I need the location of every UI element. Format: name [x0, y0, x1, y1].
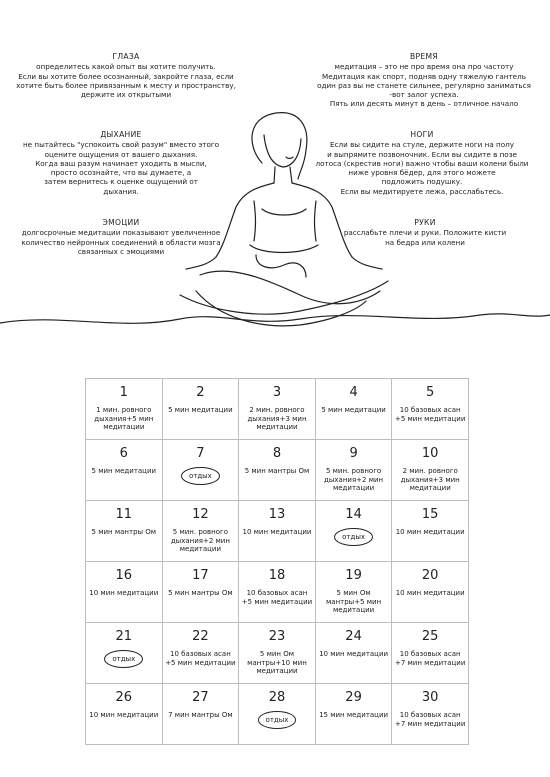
day-task: 5 мин. ровного дыхания+2 мин медитации [324, 467, 384, 492]
day-number: 15 [421, 507, 439, 522]
day-task: 2 мин. ровного дыхания+3 мин медитации [247, 406, 307, 431]
day-number: 6 [119, 446, 128, 461]
day-number: 9 [349, 446, 358, 461]
calendar-day-cell [162, 379, 239, 440]
note-line: и выпрямите позвоночник. Если вы сидите в позе [327, 149, 517, 159]
note-title: ЭМОЦИИ [102, 218, 140, 227]
calendar-day-cell [239, 379, 316, 440]
calendar-row [86, 684, 469, 745]
note-eyes [8, 52, 244, 99]
note-line: ниже уровня бёдер, для этого можете [348, 168, 496, 178]
day-task: 5 мин. ровного дыхания+2 мин медитации [170, 528, 230, 553]
calendar-row [86, 379, 469, 440]
calendar-day-cell [162, 623, 239, 684]
day-number: 29 [345, 690, 362, 705]
note-line: держите их открытыми [80, 90, 172, 100]
day-number: 20 [421, 568, 439, 583]
calendar-day-cell [392, 562, 469, 623]
calendar-day-cell [239, 623, 316, 684]
calendar-row [86, 623, 469, 684]
calendar-day-cell [162, 684, 239, 745]
calendar-day-cell [315, 501, 392, 562]
day-number: 8 [272, 446, 282, 461]
day-number: 4 [349, 385, 358, 400]
calendar-day-cell [315, 623, 392, 684]
day-task: 5 мин мантры Ом [168, 589, 233, 597]
note-line: хотите быть более привязанным к месту и пространству, [16, 80, 236, 90]
calendar-day-cell [392, 623, 469, 684]
note-line: затем вернитесь к оценке ощущений от [44, 177, 198, 187]
day-task: 10 базовых асан +7 мин медитации [394, 650, 466, 667]
note-line: лотоса (скрестив ноги) важно чтобы ваши колени были [315, 158, 529, 168]
note-time [304, 52, 544, 109]
calendar-day-cell [392, 501, 469, 562]
calendar-row [86, 501, 469, 562]
note-line: медитация – это не про время она про частоту [334, 62, 514, 72]
day-task: 5 мин медитации [91, 467, 157, 475]
day-number: 5 [426, 385, 435, 400]
day-task: 10 базовых асан +5 мин медитации [394, 406, 466, 423]
day-number: 21 [115, 629, 133, 644]
day-number: 30 [421, 690, 439, 705]
note-line: просто осознайте, что вы думаете, а [50, 168, 192, 178]
day-number: 1 [119, 385, 128, 400]
note-line: связанных с эмоциями [77, 246, 165, 256]
calendar-day-cell [315, 684, 392, 745]
day-task: 10 базовых асан +7 мин медитации [394, 711, 466, 728]
day-number: 18 [268, 568, 286, 583]
note-line: определитесь какой опыт вы хотите получить. [36, 62, 216, 72]
calendar-row [86, 440, 469, 501]
day-number: 27 [192, 690, 209, 705]
calendar-day-cell [315, 440, 392, 501]
day-task: 10 базовых асан +5 мин медитации [165, 650, 236, 667]
day-task: 10 мин медитации [89, 711, 159, 719]
rest-day-badge: отдых [181, 467, 220, 485]
note-line: на бедра или колени [385, 237, 465, 247]
day-task: 5 мин медитации [168, 406, 233, 414]
note-line: Когда ваш разум начинает уходить в мысли, [35, 158, 207, 168]
note-line: расслабьте плечи и руки. Положите кисти [343, 228, 507, 238]
day-task: 5 мин Ом мантры+10 мин медитации [247, 650, 307, 675]
day-task: 15 мин медитации [319, 711, 389, 719]
calendar-row [86, 562, 469, 623]
calendar-day-cell [392, 684, 469, 745]
day-task: 10 мин медитации [319, 650, 389, 658]
note-title: ГЛАЗА [112, 52, 140, 61]
day-number: 13 [268, 507, 286, 522]
calendar-day-cell [162, 562, 239, 623]
calendar-day-cell [239, 440, 316, 501]
day-task: 5 мин Ом мантры+5 мин медитации [326, 589, 382, 614]
calendar-day-cell [162, 440, 239, 501]
day-task: 5 мин мантры Ом [244, 467, 310, 475]
rest-day-badge: отдых [258, 711, 297, 729]
calendar-day-cell [162, 501, 239, 562]
calendar-day-cell [86, 562, 163, 623]
day-number: 14 [345, 507, 362, 522]
day-number: 12 [192, 507, 209, 522]
note-line: Медитация как спорт, подняв одну тяжелую гантель [322, 71, 526, 81]
day-number: 28 [268, 690, 286, 705]
meditation-figure-illustration [0, 105, 550, 335]
day-task: 2 мин. ровного дыхания+3 мин медитации [400, 467, 460, 492]
day-task: 10 базовых асан +5 мин медитации [241, 589, 313, 606]
calendar-day-cell [315, 379, 392, 440]
day-number: 17 [192, 568, 209, 583]
note-title: РУКИ [414, 218, 436, 227]
calendar-day-cell [239, 684, 316, 745]
calendar-day-cell [392, 440, 469, 501]
calendar-day-cell [239, 562, 316, 623]
day-number: 25 [421, 629, 439, 644]
day-number: 24 [345, 629, 362, 644]
rest-day-badge: отдых [334, 528, 373, 546]
note-line: один раз вы не станете сильнее, регулярно заниматься [317, 80, 531, 90]
calendar-day-cell [86, 501, 163, 562]
note-line: дыхания. [103, 186, 139, 196]
note-line: Если вы хотите более осознанный, закройте глаза, если [18, 71, 234, 81]
note-title: НОГИ [410, 130, 434, 139]
day-task: 5 мин мантры Ом [91, 528, 157, 536]
day-number: 2 [196, 385, 205, 400]
calendar-day-cell [239, 501, 316, 562]
day-task: 10 мин медитации [395, 589, 465, 597]
note-line: Если вы сидите на стуле, держите ноги на полу [330, 140, 514, 150]
day-task: 7 мин мантры Ом [168, 711, 233, 719]
note-line: -вот залог успеха. [389, 90, 459, 100]
meditation-calendar [85, 378, 469, 745]
day-task: 1 мин. ровного дыхания+5 мин медитации [94, 406, 154, 431]
day-number: 22 [192, 629, 209, 644]
day-number: 11 [115, 507, 133, 522]
calendar-day-cell [86, 379, 163, 440]
day-number: 16 [115, 568, 133, 583]
day-task: 5 мин медитации [321, 406, 386, 414]
note-line: Если вы медитируете лежа, расслабьтесь. [340, 186, 504, 196]
day-task: 10 мин медитации [242, 528, 312, 536]
day-number: 26 [115, 690, 133, 705]
note-line: подложить подушку. [381, 177, 463, 187]
note-title: ВРЕМЯ [410, 52, 438, 61]
note-title: ДЫХАНИЕ [100, 130, 142, 139]
day-number: 3 [272, 385, 282, 400]
note-line: не пытайтесь "успокоить свой разум" вместо этого [22, 140, 220, 150]
day-number: 10 [421, 446, 439, 461]
day-number: 19 [345, 568, 362, 583]
rest-day-badge: отдых [104, 650, 143, 668]
calendar-day-cell [315, 562, 392, 623]
calendar-day-cell [392, 379, 469, 440]
note-line: Пять или десять минут в день – отличное начало [329, 99, 519, 109]
note-line: долгосрочные медитации показывают увеличенное [21, 228, 221, 238]
day-task: 10 мин медитации [89, 589, 159, 597]
day-number: 7 [196, 446, 205, 461]
calendar-day-cell [86, 684, 163, 745]
day-task: 10 мин медитации [395, 528, 465, 536]
calendar-day-cell [86, 623, 163, 684]
note-line: количество нейронных соединений в области мозга [21, 237, 221, 247]
calendar-day-cell [86, 440, 163, 501]
day-number: 23 [268, 629, 286, 644]
note-line: оцените ощущения от вашего дыхания. [44, 149, 198, 159]
